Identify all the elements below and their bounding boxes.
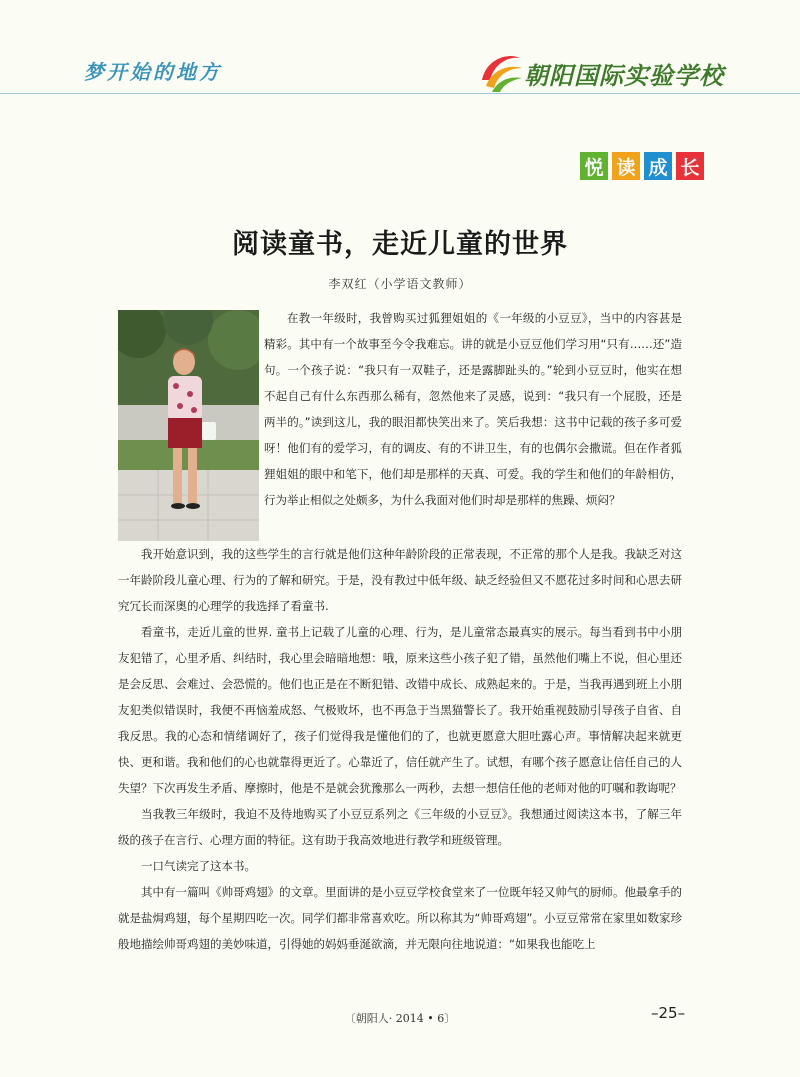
body-paragraph: 当我教三年级时，我迫不及待地购买了小豆豆系列之《三年级的小豆豆》。我想通过阅读这本书，了解三年级的孩子在言行、心理方面的特征。这有助于我高效地进行教学和班级管理。 bbox=[118, 807, 682, 847]
author-photo bbox=[118, 310, 259, 541]
tag-du: 读 bbox=[612, 152, 640, 180]
school-logo bbox=[478, 50, 728, 94]
tag-zhang: 长 bbox=[676, 152, 704, 180]
portrait-image bbox=[118, 310, 259, 541]
body-paragraph: 看童书，走近儿童的世界. 童书上记载了儿童的心理、行为，是儿童常态最真实的展示。每当看到书中小朋友犯错了，心里矛盾、纠结时，我心里会暗暗地想：哦，原来这些小孩子犯了错，虽然他们嘴上不说，但心里还是会反思、会难过、会恐慌的。他们也正是在不断犯错、改错中成长、成熟起来的。于是，当我再遇到班上小朋友犯类似错误时，我便不再恼羞成怒、气极败坏，也不再急于当黑猫警长了。我开始重视鼓励引导孩子自省、自我反思。我的心态和情绪调好了，孩子们觉得我是懂他们的了，也就更愿意大胆吐露心声。事情解决起来就更快、更和谐。我和他们的心也就靠得更近了。心靠近了，信任就产生了。试想，有哪个孩子愿意让信任自己的人失望？下次再发生矛盾、摩擦时，他是不是就会犹豫那么一两秒，去想一想信任他的老师对他的叮嘱和教诲呢？ bbox=[118, 625, 682, 795]
body-paragraph: 我开始意识到，我的这些学生的言行就是他们这种年龄阶段的正常表现，不正常的那个人是我。我缺乏对这一年龄阶段儿童心理、行为的了解和研究。于是，没有教过中低年级、缺乏经验但又不愿花过多时间和心思去研究冗长而深奥的心理学的我选择了看童书. bbox=[118, 547, 682, 613]
logo-text: 朝阳国际实验学校 bbox=[524, 61, 724, 90]
article-author: 李双红（小学语文教师） bbox=[328, 277, 472, 291]
body-paragraph: 一口气读完了这本书。 bbox=[141, 859, 256, 873]
intro-paragraph: 在教一年级时，我曾购买过狐狸姐姐的《一年级的小豆豆》，当中的内容甚是精彩。其中有一个故事至今令我难忘。讲的就是小豆豆他们学习用“只有……还”造句。一个孩子说：“我只有一双鞋子，还是露脚趾头的。”轮到小豆豆时，他实在想不起自己有什么东西那么稀有，忽然他来了灵感，说到：“我只有一个屁股，还是两半的。”读到这儿，我的眼泪都快笑出来了。笑后我想：这书中记载的孩子多可爱呀！他们有的爱学习，有的调皮、有的不讲卫生，有的也偶尔会撒谎。但在作者狐狸姐姐的眼中和笔下，他们却是那样的天真、可爱。我的学生和他们的年龄相仿，行为举止相似之处颇多，为什么我面对他们时却是那样的焦躁、烦闷？ bbox=[264, 311, 682, 507]
tag-cheng: 成 bbox=[644, 152, 672, 180]
header-divider bbox=[0, 93, 800, 94]
tag-yue: 悦 bbox=[580, 152, 608, 180]
header-left-text: 梦开始的地方 bbox=[84, 60, 222, 84]
footer-issue: 〔朝阳人· 2014 • 6〕 bbox=[344, 1012, 456, 1025]
body-paragraph: 其中有一篇叫《帅哥鸡翅》的文章。里面讲的是小豆豆学校食堂来了一位既年轻又帅气的厨师。他最拿手的就是盐焗鸡翅，每个星期四吃一次。同学们都非常喜欢吃。所以称其为“帅哥鸡翅”。小豆豆常常在家里如数家珍般地描绘帅哥鸡翅的美妙味道，引得她的妈妈垂涎欲滴，并无限向往地说道：“如果我也能吃上 bbox=[118, 885, 682, 951]
swoosh-logo-icon bbox=[478, 50, 524, 94]
article-title: 阅读童书，走近儿童的世界 bbox=[232, 229, 568, 260]
page-number: –25– bbox=[651, 1004, 686, 1022]
section-tags bbox=[580, 152, 704, 180]
article-body bbox=[118, 541, 682, 957]
